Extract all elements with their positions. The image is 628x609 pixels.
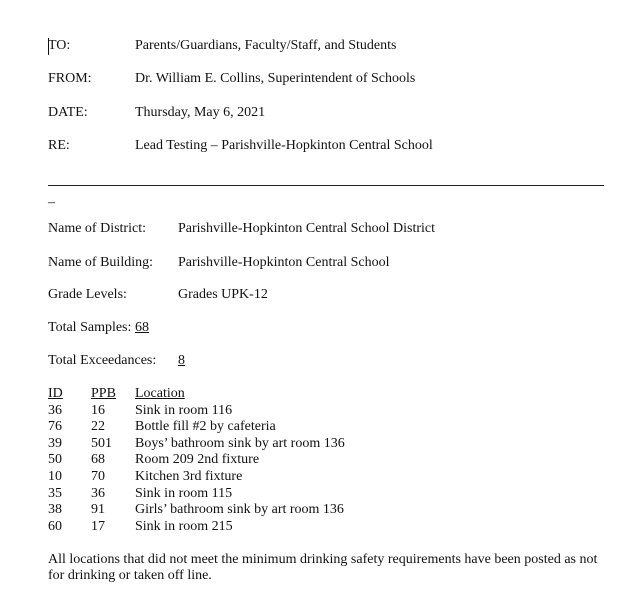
re-value: Lead Testing – Parishville-Hopkinton Central School bbox=[135, 138, 433, 153]
table-row bbox=[48, 519, 345, 536]
row-location: Kitchen 3rd fixture bbox=[135, 468, 243, 484]
exceedances-label: Total Exceedances: bbox=[48, 353, 157, 368]
row-location: Bottle fill #2 by cafeteria bbox=[135, 419, 276, 435]
row-id: 76 bbox=[48, 419, 62, 435]
row-ppb: 501 bbox=[91, 435, 112, 451]
table-row bbox=[48, 436, 345, 453]
row-id: 36 bbox=[48, 402, 62, 418]
date-label: DATE: bbox=[48, 105, 88, 120]
row-location: Girls’ bathroom sink by art room 136 bbox=[135, 502, 344, 518]
table-row bbox=[48, 403, 345, 420]
grades-value: Grades UPK-12 bbox=[178, 287, 268, 302]
row-ppb: 17 bbox=[91, 518, 105, 534]
ppb-header: PPB bbox=[91, 386, 116, 401]
district-label: Name of District: bbox=[48, 221, 146, 236]
table-row bbox=[48, 486, 345, 503]
grades-label: Grade Levels: bbox=[48, 287, 127, 302]
row-id: 50 bbox=[48, 452, 62, 468]
row-id: 10 bbox=[48, 468, 62, 484]
row-ppb: 16 bbox=[91, 402, 105, 418]
row-ppb: 91 bbox=[91, 502, 105, 518]
footer-note: All locations that did not meet the minimum drinking safety requirements have been posted as not for drinking or taken off line. bbox=[48, 552, 598, 583]
from-label: FROM: bbox=[48, 71, 92, 86]
row-location: Sink in room 116 bbox=[135, 402, 233, 418]
row-id: 35 bbox=[48, 485, 62, 501]
separator-line bbox=[48, 185, 604, 186]
row-id: 60 bbox=[48, 518, 62, 534]
table-row bbox=[48, 419, 345, 436]
exceedances-value: 8 bbox=[178, 353, 185, 368]
row-ppb: 22 bbox=[91, 419, 105, 435]
table-row bbox=[48, 502, 345, 519]
building-label: Name of Building: bbox=[48, 255, 153, 270]
date-value: Thursday, May 6, 2021 bbox=[135, 105, 266, 120]
re-label: RE: bbox=[48, 138, 70, 153]
row-location: Sink in room 115 bbox=[135, 485, 233, 501]
table-row bbox=[48, 469, 345, 486]
samples-label: Total Samples: bbox=[48, 320, 132, 335]
row-ppb: 70 bbox=[91, 468, 105, 484]
id-header: ID bbox=[48, 386, 63, 401]
building-value: Parishville-Hopkinton Central School bbox=[178, 255, 390, 270]
row-location: Boys’ bathroom sink by art room 136 bbox=[135, 435, 345, 451]
row-ppb: 36 bbox=[91, 485, 105, 501]
district-value: Parishville-Hopkinton Central School District bbox=[178, 221, 436, 236]
samples-value: 68 bbox=[135, 320, 149, 335]
to-label: TO: bbox=[48, 38, 71, 53]
location-header: Location bbox=[135, 386, 185, 401]
from-value: Dr. William E. Collins, Superintendent of Schools bbox=[135, 71, 416, 86]
row-ppb: 68 bbox=[91, 452, 105, 468]
row-location: Room 209 2nd fixture bbox=[135, 452, 260, 468]
row-id: 38 bbox=[48, 502, 62, 518]
table-row bbox=[48, 452, 345, 469]
to-value: Parents/Guardians, Faculty/Staff, and Students bbox=[135, 38, 397, 53]
row-id: 39 bbox=[48, 435, 62, 451]
separator-tail: – bbox=[48, 195, 55, 210]
lead-results-table bbox=[48, 386, 345, 535]
row-location: Sink in room 215 bbox=[135, 518, 233, 534]
table-header-row bbox=[48, 386, 345, 403]
